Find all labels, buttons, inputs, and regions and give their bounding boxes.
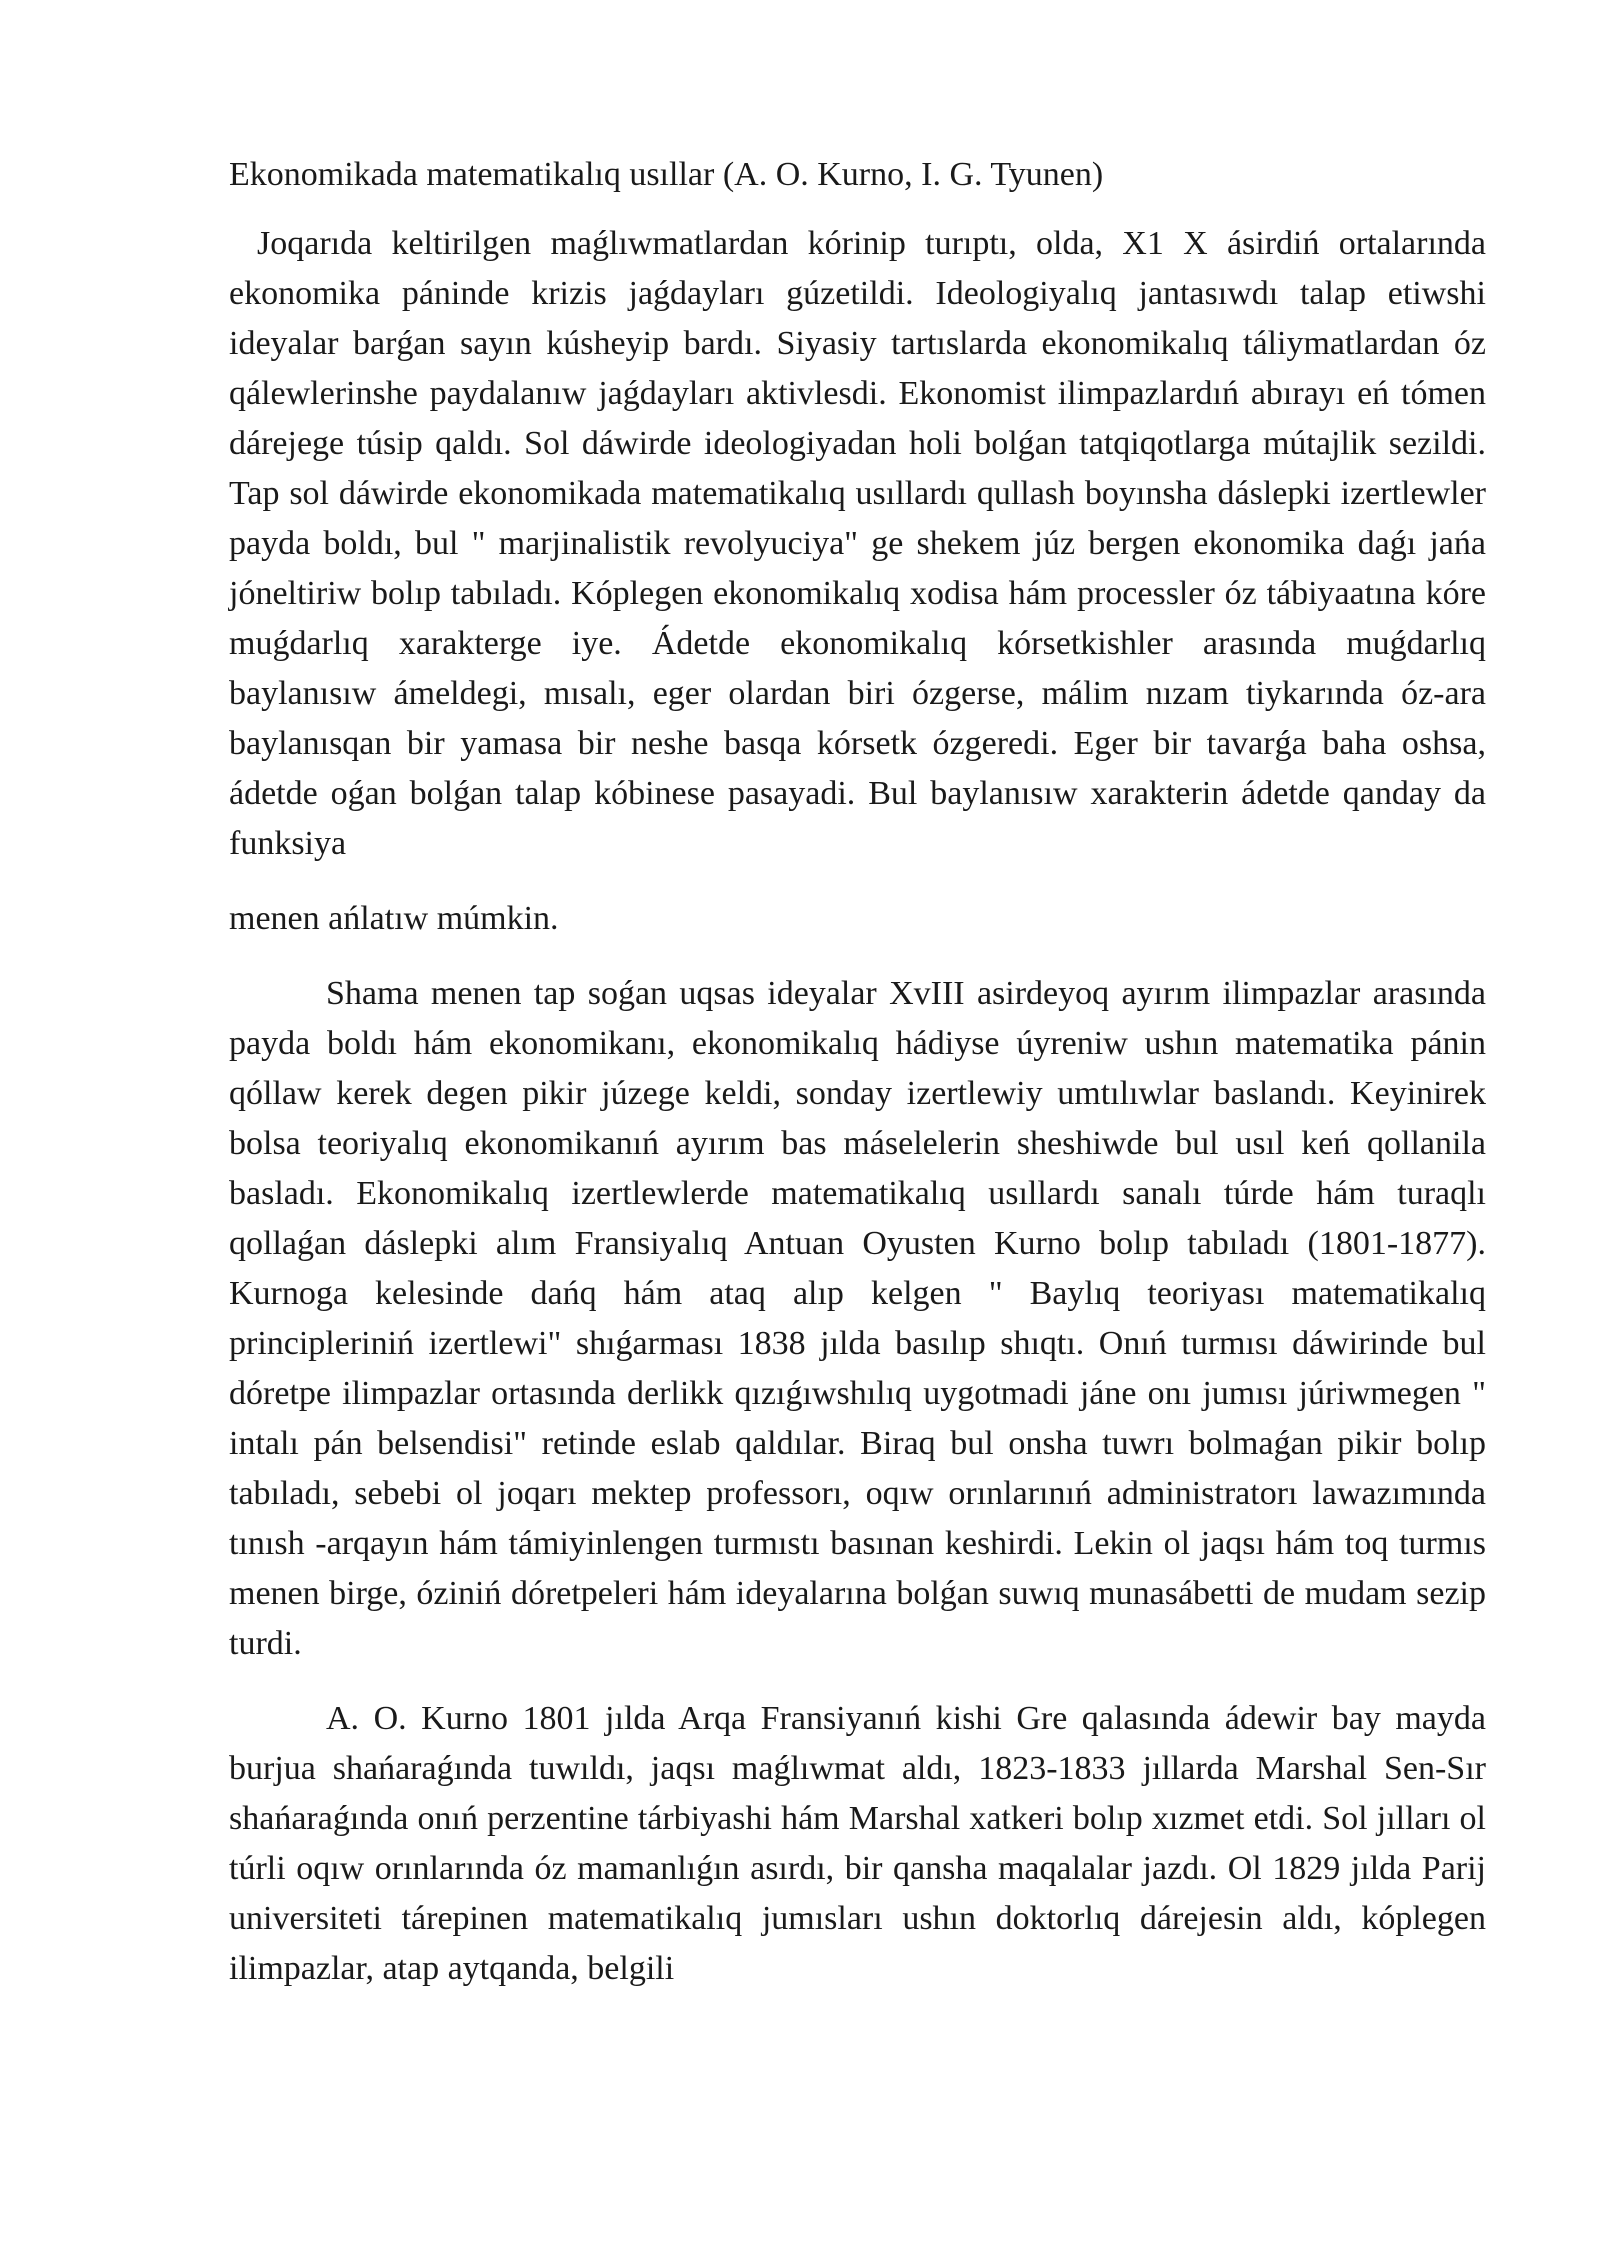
document-title: Ekonomikada matematikalıq usıllar (A. O. Kurno, I. G. Tyunen) [229,156,1104,193]
paragraph-4: A. O. Kurno 1801 jılda Arqa Fransiyanıń kishi Gre qalasında ádewir bay mayda burjua shańaraǵında tuwıldı, jaqsı maǵlıwmat aldı, 1823-1833 jıllarda Marshal Sen-Sır shańaraǵında onıń perzentine tárbiyashi hám Marshal xatkeri bolıp xızmet etdi. Sol jılları ol túrli oqıw orınlarında óz mamanlıǵın asırdı, bir qansha maqalalar jazdı. Ol 1829 jılda Parij universiteti tárepinen matematikalıq jumısları ushın doktorlıq dárejesin aldı, kóplegen ilimpazlar, atap aytqanda, belgili [229,1700,1486,1987]
document-body [229,150,1486,1994]
paragraph-3: Shama menen tap soǵan uqsas ideyalar XvIII asirdeyoq ayırım ilimpazlar arasında payda boldı hám ekonomikanı, ekonomikalıq hádiyse úyreniw ushın matematika pánin qóllaw kerek degen pikir júzege keldi, sonday izertlewiy umtılıwlar baslandı. Keyinirek bolsa teoriyalıq ekonomikanıń ayırım bas máselelerin sheshiwde bul usıl keń qollanila basladı. Ekonomikalıq izertlewlerde matematikalıq usıllardı sanalı túrde hám turaqlı qollaǵan dáslepki alım Fransiyalıq Antuan Oyusten Kurno bolıp tabıladı (1801-1877). Kurnoga kelesinde dańq hám ataq alıp kelgen " Baylıq teoriyası matematikalıq principleriniń izertlewi" shıǵarması 1838 jılda basılıp shıqtı. Onıń turmısı dáwirinde bul dóretpe ilimpazlar ortasında derlikk qızıǵıwshılıq uygotmadi jáne onı jumısı júriwmegen " intalı pán belsendisi" retinde eslab qaldılar. Biraq bul onsha tuwrı bolmaǵan pikir bolıp tabıladı, sebebi ol joqarı mektep professorı, oqıw orınlarınıń administratorı lawazımında tınısh -arqayın hám támiyinlengen turmıstı basınan keshirdi. Lekin ol jaqsı hám toq turmıs menen birge, óziniń dóretpeleri hám ideyalarına bolǵan suwıq munasábetti de mudam sezip turdi. [229,975,1486,1662]
paragraph-1: Joqarıda keltirilgen maǵlıwmatlardan kórinip turıptı, olda, X1 X ásirdiń ortalarında ekonomika páninde krizis jaǵdayları gúzetildi. Ideologiyalıq jantasıwdı talap etiwshi ideyalar barǵan sayın kúsheyip bardı. Siyasiy tartıslarda ekonomikalıq táliymatlardan óz qálewlerinshe paydalanıw jaǵdayları aktivlesdi. Ekonomist ilimpazlardıń abırayı eń tómen dárejege túsip qaldı. Sol dáwirde ideologiyadan holi bolǵan tatqiqotlarga mútajlik sezildi. Tap sol dáwirde ekonomikada matematikalıq usıllardı qullash boyınsha dáslepki izertlewler payda boldı, bul " marjinalistik revolyuciya" ge shekem júz bergen ekonomika daǵı jańa jóneltiriw bolıp tabıladı. Kóplegen ekonomikalıq xodisa hám processler óz tábiyaatına kóre muǵdarlıq xarakterge iye. Ádetde ekonomikalıq kórsetkishler arasında muǵdarlıq baylanısıw ámeldegi, mısalı, eger olardan biri ózgerse, málim nızam tiykarında óz-ara baylanısqan bir yamasa bir neshe basqa kórsetk ózgeredi. Eger bir tavarǵa baha oshsa, ádetde oǵan bolǵan talap kóbinese pasayadi. Bul baylanısıw xarakterin ádetde qanday da funksiya [229,225,1486,862]
paragraph-2: menen ańlatıw múmkin. [229,900,559,937]
